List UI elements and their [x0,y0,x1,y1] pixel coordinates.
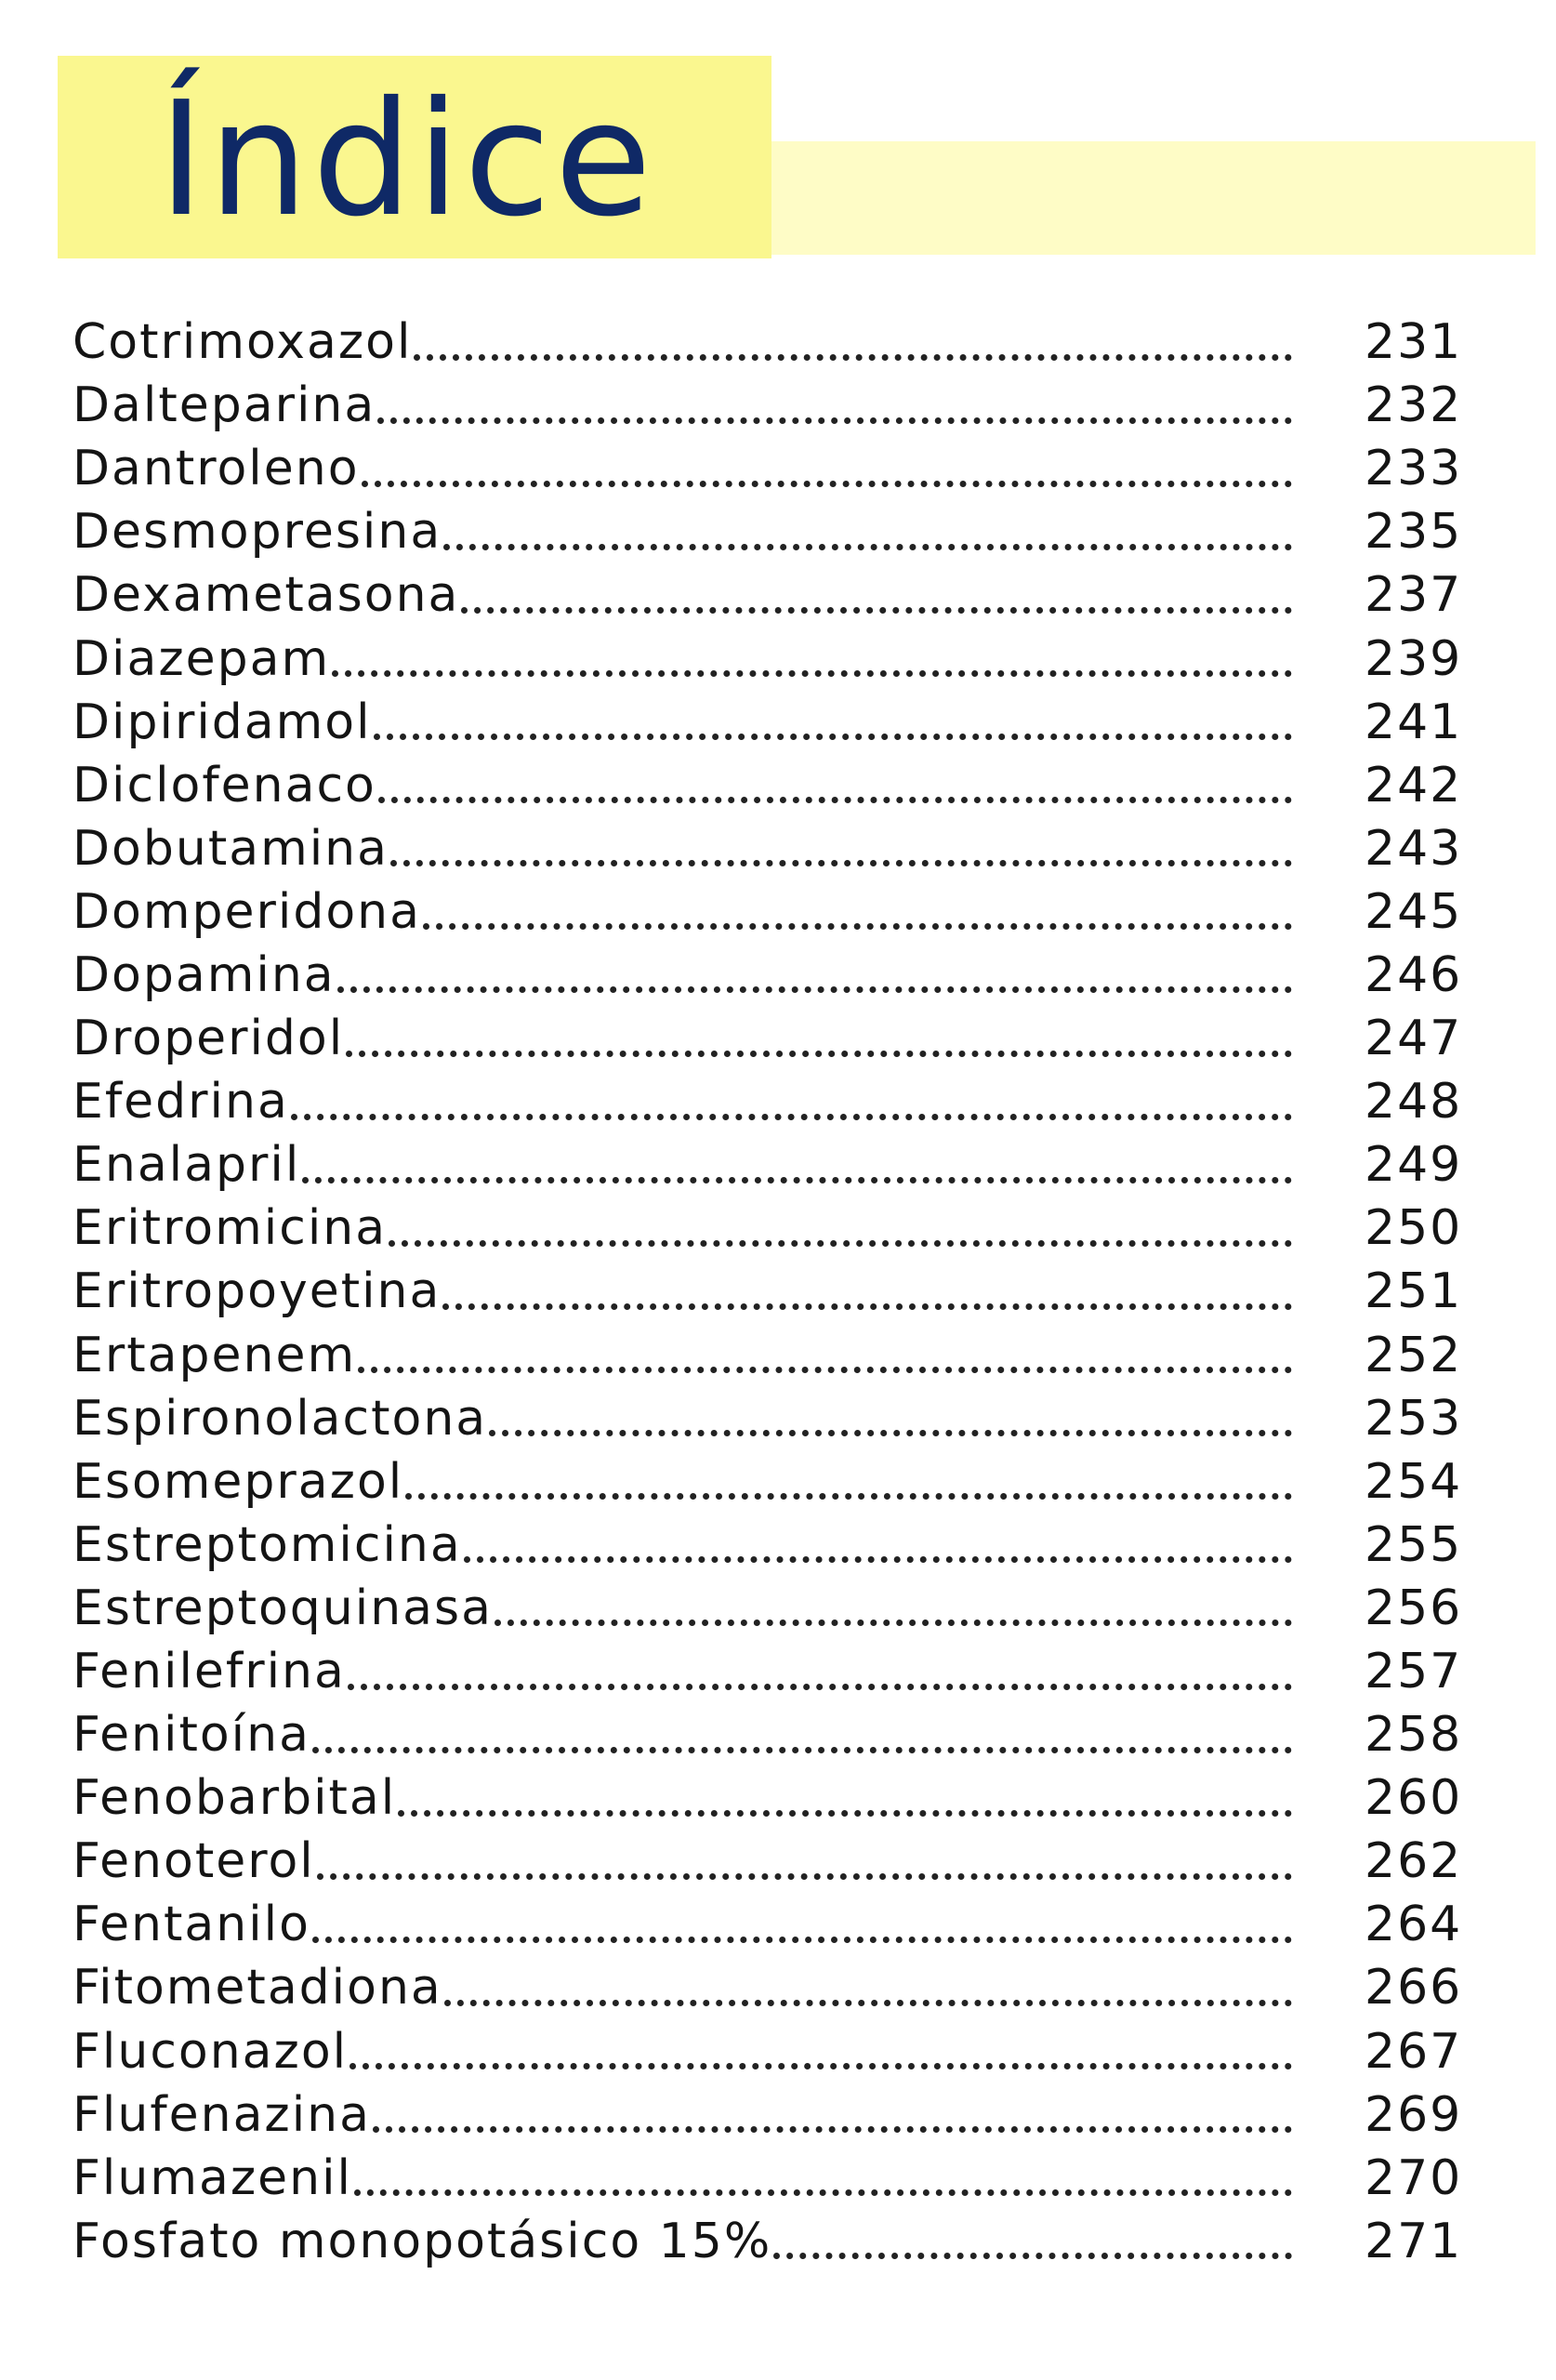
dot-leader [377,417,1292,424]
dot-leader [414,354,1292,361]
toc-entry [73,1324,1476,1387]
toc-entry [73,1766,1476,1830]
toc-entry-name: Diclofenaco [73,757,376,813]
dot-leader [302,1177,1292,1183]
toc-entry-page: 252 [1365,1327,1463,1383]
toc-entry [73,2210,1476,2273]
toc-entry [73,1577,1476,1640]
toc-entry-page: 253 [1365,1390,1463,1447]
dot-leader [405,1493,1292,1500]
toc-entry-name: Dopamina [73,946,336,1003]
toc-entry-name: Enalapril [73,1137,301,1194]
toc-entry [73,691,1476,754]
toc-entry-page: 249 [1365,1137,1463,1194]
dot-leader [443,544,1292,550]
dot-leader [378,797,1292,803]
toc-entry [73,1893,1476,1956]
toc-entry [73,2020,1476,2083]
toc-entry-name: Fluconazol [73,2023,349,2080]
dot-leader [461,607,1292,614]
toc-entry-page: 235 [1365,504,1463,561]
toc-entry [73,1830,1476,1893]
toc-entry-name: Ertapenem [73,1327,357,1383]
toc-entry-name: Flumazenil [73,2149,352,2206]
toc-entry [73,374,1476,437]
toc-entry [73,1703,1476,1766]
toc-entry-page: 241 [1365,694,1463,750]
dot-leader [346,1051,1292,1057]
toc-entry [73,2083,1476,2147]
dot-leader [362,481,1292,487]
toc-entry [73,1197,1476,1260]
toc-entry [73,1450,1476,1514]
toc-entry-name: Dexametasona [73,567,460,624]
page-title: Índice [158,68,656,252]
dot-leader [349,2063,1292,2069]
toc-entry-page: 251 [1365,1263,1463,1320]
dot-leader [389,1240,1292,1247]
toc-entry [73,880,1476,944]
toc-entry-page: 266 [1365,1960,1463,2016]
dot-leader [312,1937,1292,1943]
toc-entry-name: Fenitoína [73,1707,310,1764]
toc-entry-page: 256 [1365,1580,1463,1636]
toc-entry [73,817,1476,880]
toc-entry-page: 231 [1365,314,1463,371]
toc-entry-name: Dantroleno [73,441,360,497]
toc-entry [73,627,1476,690]
toc-entry-page: 270 [1365,2149,1463,2206]
toc-entry-name: Eritropoyetina [73,1263,442,1320]
toc-entry [73,563,1476,627]
dot-leader [317,1873,1292,1880]
dot-leader [348,1684,1292,1690]
toc-entry [73,1514,1476,1577]
toc-entry-name: Domperidona [73,883,421,940]
toc-entry-page: 243 [1365,820,1463,877]
toc-entry-page: 271 [1365,2213,1463,2269]
toc-entry [73,1956,1476,2019]
toc-entry-page: 247 [1365,1011,1463,1067]
dot-leader [442,1303,1292,1310]
toc-entry-name: Cotrimoxazol [73,314,413,371]
dot-leader [464,1556,1292,1563]
toc-entry-page: 233 [1365,441,1463,497]
toc-entry [73,2147,1476,2210]
toc-entry-name: Flufenazina [73,2086,371,2143]
toc-entry [73,1640,1476,1703]
toc-entry-page: 267 [1365,2023,1463,2080]
toc-entry-page: 232 [1365,377,1463,434]
toc-entry-name: Fitometadiona [73,1960,442,2016]
toc-entry-page: 260 [1365,1770,1463,1827]
toc-entry-page: 245 [1365,883,1463,940]
toc-entry-name: Espironolactona [73,1390,488,1447]
toc-entry-page: 239 [1365,630,1463,687]
dot-leader [773,2253,1292,2259]
toc-entry [73,944,1476,1007]
toc-entry-name: Desmopresina [73,504,442,561]
toc-entry-name: Fenoterol [73,1833,315,1890]
dot-leader [332,670,1292,677]
toc-entry [73,1133,1476,1197]
dot-leader [494,1620,1292,1626]
toc-entry-name: Efedrina [73,1074,289,1130]
dot-leader [358,1367,1292,1373]
dot-leader [337,986,1292,993]
toc-entry-name: Fosfato monopotásico 15% [73,2213,772,2269]
toc-entry [73,1260,1476,1323]
toc-entry [73,1070,1476,1133]
toc-entry [73,437,1476,500]
dot-leader [373,2126,1292,2133]
toc-entry-name: Dobutamina [73,820,389,877]
toc-entry-name: Dipiridamol [73,694,372,750]
toc-entry-name: Dalteparina [73,377,376,434]
dot-leader [312,1747,1292,1753]
toc-entry-page: 264 [1365,1897,1463,1953]
toc-entry [73,311,1476,374]
toc-entry-page: 250 [1365,1200,1463,1257]
dot-leader [398,1810,1292,1817]
toc-entry [73,754,1476,817]
toc-entry-name: Estreptomicina [73,1516,462,1573]
toc-entry-page: 269 [1365,2086,1463,2143]
title-banner-strip [771,141,1536,255]
toc-entry-name: Fentanilo [73,1897,310,1953]
toc-entry-page: 258 [1365,1707,1463,1764]
toc-entry-name: Fenilefrina [73,1644,346,1700]
toc-entry-page: 248 [1365,1074,1463,1130]
toc-entry-page: 254 [1365,1453,1463,1510]
toc-entry-page: 242 [1365,757,1463,813]
dot-leader [444,2000,1292,2006]
toc-entry-page: 262 [1365,1833,1463,1890]
dot-leader [291,1114,1292,1120]
toc-entry-name: Esomeprazol [73,1453,404,1510]
toc-entry-page: 246 [1365,946,1463,1003]
toc-entry [73,1387,1476,1450]
dot-leader [374,734,1292,740]
toc-entry-page: 257 [1365,1644,1463,1700]
dot-leader [390,860,1292,866]
toc-entry-name: Droperidol [73,1011,345,1067]
toc-entry-page: 237 [1365,567,1463,624]
toc-entry-name: Fenobarbital [73,1770,397,1827]
toc-entry [73,500,1476,563]
toc-entry-name: Eritromicina [73,1200,388,1257]
dot-leader [354,2189,1292,2196]
dot-leader [489,1430,1292,1436]
toc-entry-name: Estreptoquinasa [73,1580,493,1636]
toc-entry [73,1007,1476,1070]
table-of-contents [73,311,1476,2273]
toc-entry-name: Diazepam [73,630,331,687]
dot-leader [423,923,1292,930]
toc-entry-page: 255 [1365,1516,1463,1573]
